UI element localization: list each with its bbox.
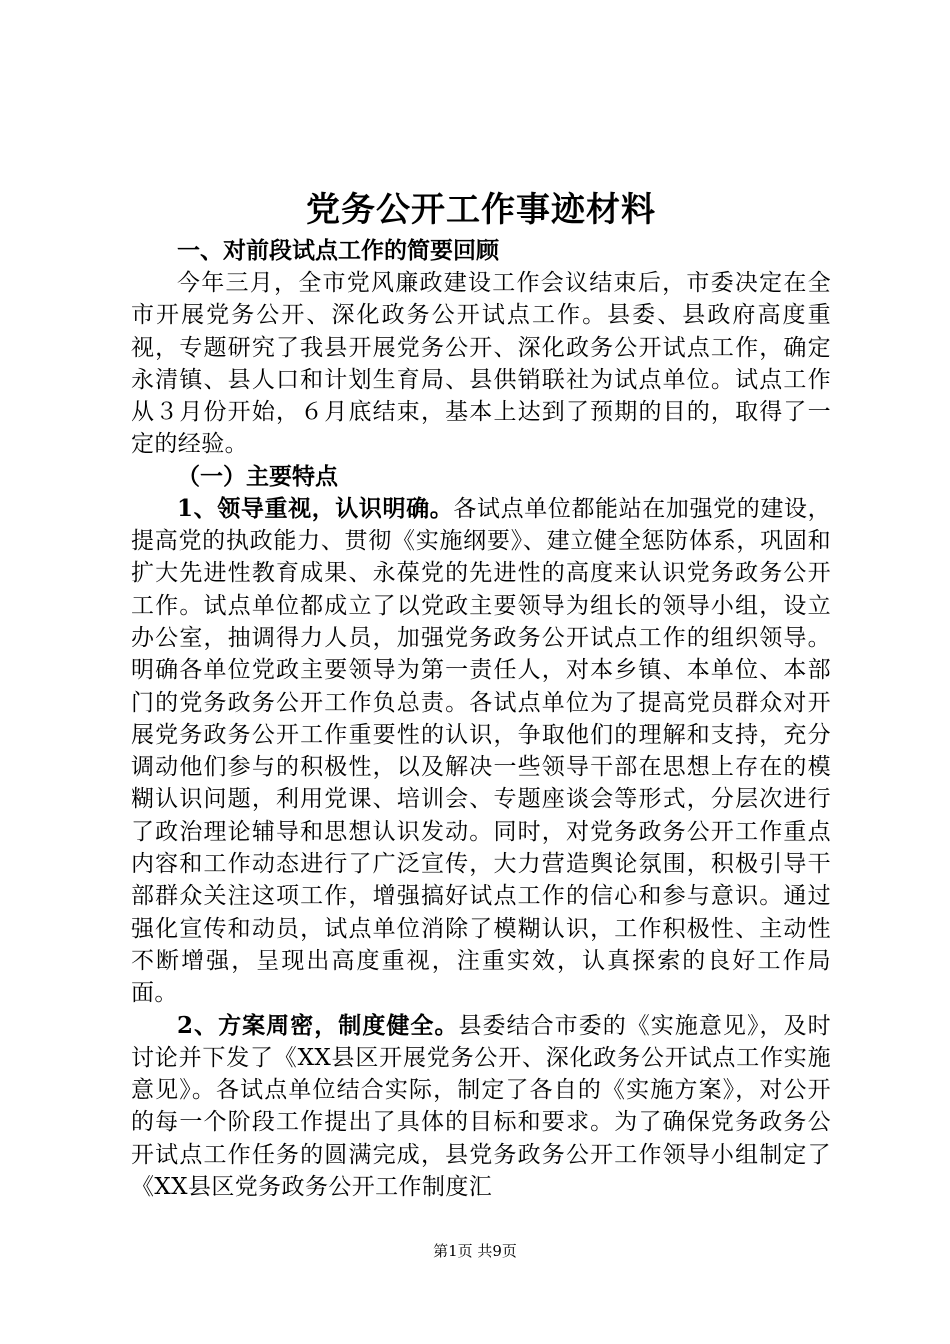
subsection-heading: （一）主要特点: [177, 462, 338, 490]
point-1-lead: 1、领导重视，认识明确。: [177, 494, 454, 522]
point-1-text: 各试点单位都能站在加强党的建设，提高党的执政能力、贯彻《实施纲要》、建立健全惩防体系，巩固和扩大先进性教育成果、永葆党的先进性的高度来认识党务政务公开工作。试点单位都成立了以党政主要领导为组长的领导小组，设立办公室，抽调得力人员，加强党务政务公开试点工作的组织领导。明确各单位党政主要领导为第一责任人，对本乡镇、本单位、本部门的党务政务公开工作负总责。各试点单位为了提高党员群众对开展党务政务公开工作重要性的认识，争取他们的理解和支持，充分调动他们参与的积极性，以及解决一些领导干部在思想上存在的模糊认识问题，利用党课、培训会、专题座谈会等形式，分层次进行了政治理论辅导和思想认识发动。同时，对党务政务公开工作重点内容和工作动态进行了广泛宣传，大力营造舆论氛围，积极引导干部群众关注这项工作，增强搞好试点工作的信心和参与意识。通过强化宣传和动员，试点单位消除了模糊认识，工作积极性、主动性不断增强，呈现出高度重视，注重实效，认真探索的良好工作局面。: [131, 495, 831, 1007]
intro-paragraph: 今年三月，全市党风廉政建设工作会议结束后，市委决定在全市开展党务公开、深化政务公开试点工作。县委、县政府高度重视，专题研究了我县开展党务公开、深化政务公开试点工作，确定永清镇、县人口和计划生育局、县供销联社为试点单位。试点工作从３月份开始，６月底结束，基本上达到了预期的目的，取得了一定的经验。: [131, 270, 831, 458]
point-2-text: 县委结合市委的《实施意见》，及时讨论并下发了《XX县区开展党务公开、深化政务公开试点工作实施意见》。各试点单位结合实际，制定了各自的《实施方案》，对公开的每一个阶段工作提出了具体的目标和要求。为了确保党务政务公开试点工作任务的圆满完成，县党务政务公开工作领导小组制定了《XX县区党务政务公开工作制度汇: [131, 1012, 831, 1201]
document-title: 党务公开工作事迹材料: [306, 190, 656, 230]
section-heading: 一、对前段试点工作的简要回顾: [177, 237, 499, 264]
document-body: [131, 186, 831, 1203]
page-number-footer: 第1页 共9页: [433, 1242, 517, 1260]
point-2-paragraph: [131, 1010, 831, 1204]
point-1-paragraph: [131, 493, 831, 1010]
point-2-lead: 2、方案周密，制度健全。: [177, 1011, 459, 1039]
